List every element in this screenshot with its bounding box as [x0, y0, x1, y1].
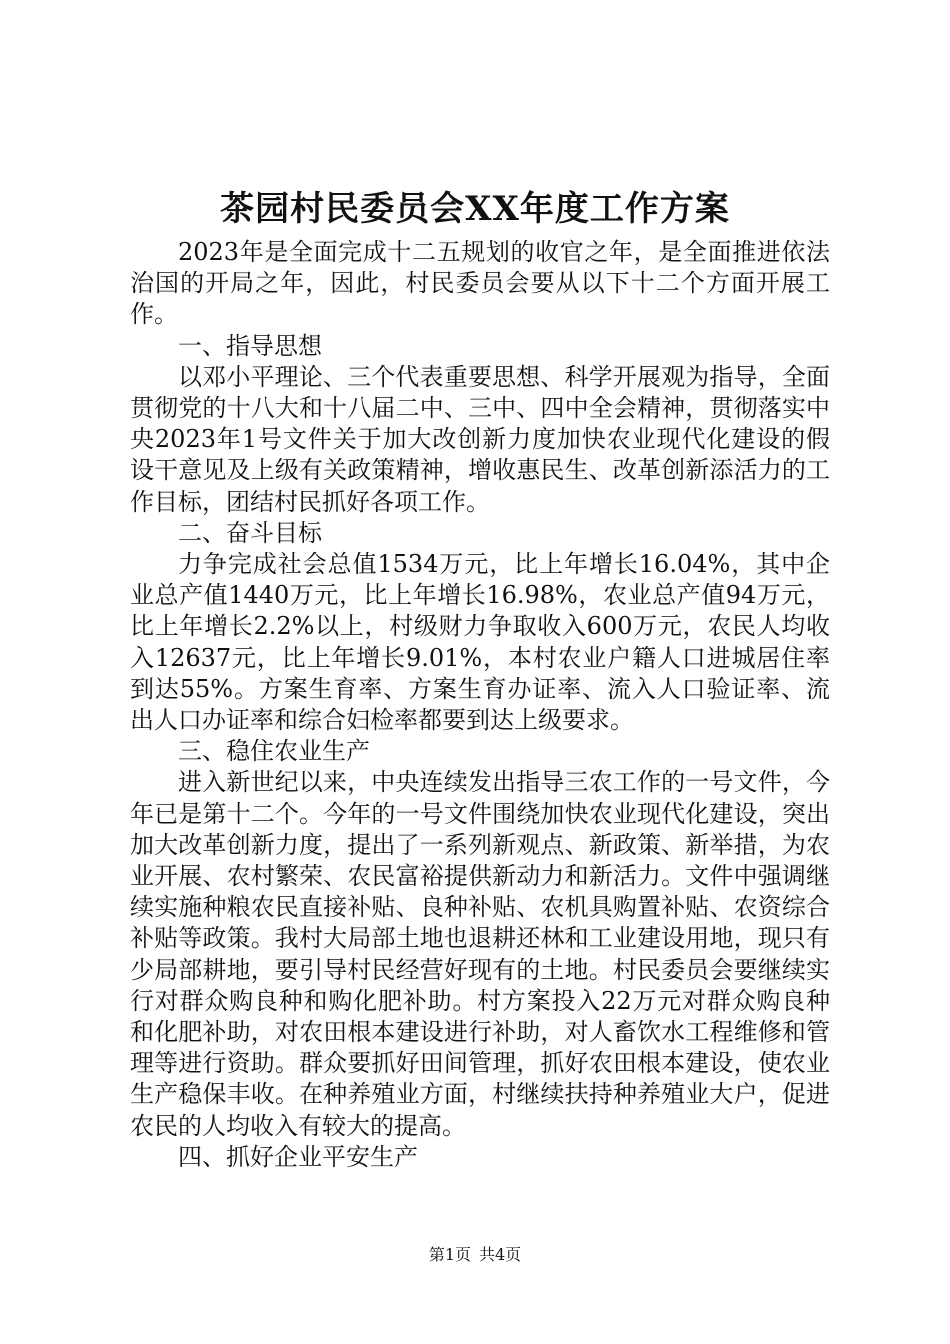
page-footer	[0, 1244, 950, 1266]
document-title: 茶园村民委员会XX年度工作方案	[220, 189, 730, 229]
paragraph-intro: 2023年是全面完成十二五规划的收官之年，是全面推进依法治国的开局之年，因此，村民委员会要从以下十二个方面开展工作。	[130, 238, 830, 329]
paragraph-goals: 力争完成社会总值1534万元，比上年增长16.04%，其中企业总产值1440万元，比上年增长16.98%，农业总产值94万元，比上年增长2.2%以上，村级财力争取收入600万元，农民人均收入12637元，比上年增长9.01%，本村农业户籍人口进城居住率到达55%。方案生育率、方案生育办证率、流入人口验证率、流出人口办证率和综合妇检率都要到达上级要求。	[130, 550, 830, 735]
section-heading-goals: 二、奋斗目标	[178, 518, 322, 547]
page-total: 共4页	[479, 1245, 522, 1264]
section-heading-agriculture: 三、稳住农业生产	[178, 737, 370, 766]
page-number: 第1页	[428, 1245, 471, 1264]
paragraph-agriculture: 进入新世纪以来，中央连续发出指导三农工作的一号文件，今年已是第十二个。今年的一号文件围绕加快农业现代化建设，突出加大改革创新力度，提出了一系列新观点、新政策、新举措，为农业开展、农村繁荣、农民富裕提供新动力和新活力。文件中强调继续实施种粮农民直接补贴、良种补贴、农机具购置补贴、农资综合补贴等政策。我村大局部土地也退耕还林和工业建设用地，现只有少局部耕地，要引导村民经营好现有的土地。村民委员会要继续实行对群众购良种和购化肥补助。村方案投入22万元对群众购良种和化肥补助，对农田根本建设进行补助，对人畜饮水工程维修和管理等进行资助。群众要抓好田间管理，抓好农田根本建设，使农业生产稳保丰收。在种养殖业方面，村继续扶持种养殖业大户，促进农民的人均收入有较大的提高。	[130, 768, 830, 1140]
section-heading-guiding-ideology: 一、指导思想	[178, 331, 322, 360]
section-heading-enterprise-safety: 四、抓好企业平安生产	[178, 1142, 418, 1171]
paragraph-guiding-ideology: 以邓小平理论、三个代表重要思想、科学开展观为指导，全面贯彻党的十八大和十八届二中、三中、四中全会精神，贯彻落实中央2023年1号文件关于加大改创新力度加快农业现代化建设的假设干意见及上级有关政策精神，增收惠民生、改革创新添活力的工作目标，团结村民抓好各项工作。	[130, 362, 830, 516]
document-body	[130, 237, 830, 1173]
